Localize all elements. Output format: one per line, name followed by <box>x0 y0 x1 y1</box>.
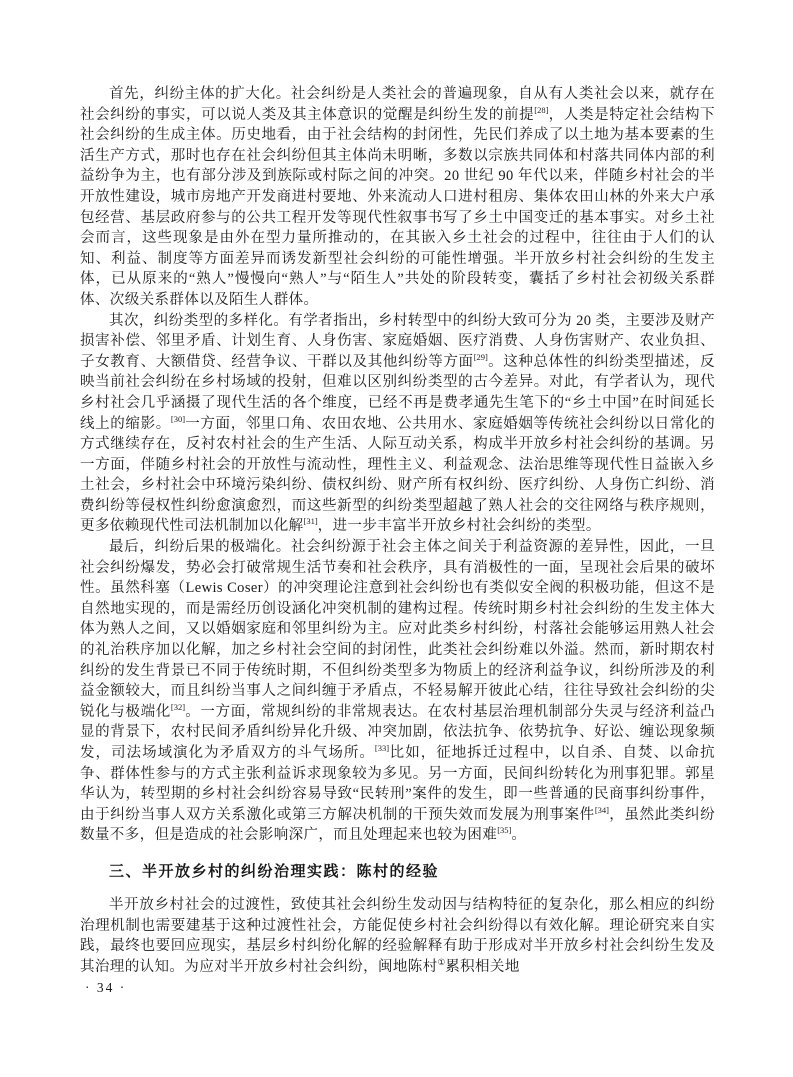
paragraph-text: 。 <box>511 827 527 844</box>
footnote-ref-33: [33] <box>374 743 390 754</box>
paragraph-dispute-consequences <box>80 537 715 846</box>
paragraph-text: 其次，纠纷类型的多样化。有学者指出，乡村转型中的纠纷大致可分为 20 类，主要涉及财产损害补偿、邻里矛盾、计划生育、人身伤害、家庭婚姻、医疗消费、人身伤害财产、农业负担、子女教育、大额借贷、经营争议、干群以及其他纠纷等方面 <box>80 312 715 370</box>
paragraph-text: 。这种总体性的纠纷类型描述，反映当前社会纠纷在乡村场域的投射，但难以区别纠纷类型的古今差异。对此，有学者认为，现代乡村社会几乎涵摄了现代生活的各个维度，已经不再是费孝通先生笔下的“乡土中国”在时间延长线上的缩影。 <box>80 353 716 432</box>
paragraph-dispute-subjects <box>80 84 715 311</box>
footnote-ref-29: [29] <box>473 351 488 362</box>
paragraph-text: ，虽然此类纠纷数量不多，但是造成的社会影响深广，而且处理起来也较为困难 <box>80 806 715 844</box>
footnote-ref-28: [28] <box>534 104 549 115</box>
paragraph-dispute-types <box>80 311 715 538</box>
paragraph-text: 半开放乡村社会的过渡性，致使其社会纠纷生发动因与结构特征的复杂化，那么相应的纠纷治理机制也需要建基于这种过渡性社会，方能促使乡村社会纠纷得以有效化解。理论研究来自实践，最终也要回应现实，基层乡村纠纷化解的经验解释有助于形成对半开放乡村社会纠纷生发及其治理的认知。为应对半开放乡村社会纠纷，闽地陈村 <box>80 896 715 975</box>
footnote-ref-31: [31] <box>303 516 318 527</box>
footnote-ref-34: [34] <box>594 804 609 815</box>
paragraph-text: 。一方面，常规纠纷的非常规表达。在农村基层治理机制部分失灵与经济利益凸显的背景下，农村民间矛盾纠纷异化升级、冲突加剧，依法抗争、依势抗争、好讼、缠讼现象频发，司法场域演化为矛盾双方的斗气场所。 <box>80 703 715 761</box>
paragraph-text: 一方面，邻里口角、农田农地、公共用水、家庭婚姻等传统社会纠纷以日常化的方式继续存在，反衬农村社会的生产生活、人际互动关系，构成半开放乡村社会纠纷的基调。另一方面，伴随乡村社会的开放性与流动性，理性主义、利益观念、法治思维等现代性日益嵌入乡土社会，乡村社会中环境污染纠纷、债权纠纷、财产所有权纠纷、医疗纠纷、人身伤亡纠纷、消费纠纷等侵权性纠纷愈演愈烈，而这些新型的纠纷类型超越了熟人社会的交往网络与秩序规则，更多依赖现代性司法机制加以化解 <box>80 415 715 535</box>
paragraph-text: 最后，纠纷后果的极端化。社会纠纷源于社会主体之间关于利益资源的差异性，因此，一旦社会纠纷爆发，势必会打破常规生活节奏和社会秩序，具有消极性的一面，呈现社会后果的破坏性。虽然科塞（Lewis Coser）的冲突理论注意到社会纠纷也有类似安全阀的积极功能，但这不是自然地实现的，而是需经历创设涵化冲突机制的建构过程。传统时期乡村社会纠纷的生发主体大体为熟人之间，又以婚姻家庭和邻里纠纷为主。应对此类乡村纠纷，村落社会能够运用熟人社会的礼治秩序加以化解，加之乡村社会空间的封闭性，此类社会纠纷难以外溢。然而，新时期农村纠纷的发生背景已不同于传统时期，不但纠纷类型多为物质上的经济利益争议，纠纷所涉及的利益金额较大，而且纠纷当事人之间纠缠于矛盾点，不轻易解开彼此心结，往往导致社会纠纷的尖锐化与极端化 <box>80 539 715 720</box>
paragraph-text: 累积相关地 <box>445 958 520 975</box>
paragraph-text: 首先，纠纷主体的扩大化。社会纠纷是人类社会的普遍现象，自从有人类社会以来，就存在社会纠纷的事实，可以说人类及其主体意识的觉醒是纠纷生发的前提 <box>80 86 715 123</box>
section-heading: 三、半开放乡村的纠纷治理实践：陈村的经验 <box>109 862 440 880</box>
footnote-ref-32: [32] <box>170 701 186 712</box>
footnote-ref-35: [35] <box>497 825 512 836</box>
paragraph-text: ，人类是特定社会结构下社会纠纷的生成主体。历史地看，由于社会结构的封闭性，先民们养成了以土地为基本要素的生活生产方式，那时也存在社会纠纷但其主体尚未明晰，多数以宗族共同体和村落共同体内部的利益纷争为主，也有部分涉及到族际或村际之间的冲突。20 世纪 90 年代以来，伴随乡村社会的半开放性建设，城市房地产开发商进村要地、外来流动人口进村租房、集体农田山林的外来大户承包经营、基层政府参与的公共工程开发等现代性叙事书写了乡土中国变迁的基本事实。对乡土社会而言，这些现象是由外在型力量所推动的，在其嵌入乡土社会的过程中，往往由于人们的认知、利益、制度等方面差异而诱发新型社会纠纷的可能性增强。半开放乡村社会纠纷的生发主体，已从原来的“熟人”慢慢向“熟人”与“陌生人”共处的阶段转变，囊括了乡村社会初级关系群体、次级关系群体以及陌生人群体。 <box>80 106 715 308</box>
paragraph-governance-practice <box>80 895 715 977</box>
footnote-ref-30: [30] <box>170 413 186 424</box>
page-number: · 34 · <box>85 980 127 996</box>
paragraph-text: ，进一步丰富半开放乡村社会纠纷的类型。 <box>317 518 601 535</box>
paragraph-text: 比如，征地拆迁过程中，以自杀、自焚、以命抗争、群体性参与的方式主张利益诉求现象较为多见。另一方面，民间纠纷转化为刑事犯罪。郭星华认为，转型期的乡村社会纠纷容易导致“民转刑”案件的发生，即一些普通的民商事纠纷事件，由于纠纷当事人双方关系激化或第三方解决机制的干预失效而发展为刑事案件 <box>80 745 715 823</box>
footnote-ref-circle-1: ① <box>437 956 446 967</box>
